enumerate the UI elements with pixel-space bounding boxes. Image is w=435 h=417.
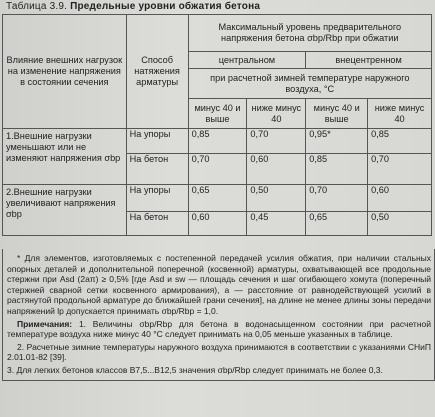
- table-cell: 0,50: [247, 185, 306, 212]
- table-caption: Предельные уровни обжатия бетона: [70, 1, 261, 12]
- prestress-table: [2, 14, 432, 236]
- header-eccentric: внецентренном: [306, 52, 432, 69]
- footnote: * Для элементов, изготовляемых с постепенной передачей усилия обжатия, при наличии стальных опорных деталей и дополнительной поперечной (косвенной) арматуры, охватывающей все продольные стержни при Asd (2aπ) ≥ 0,5% [где Asd и sw — площадь сечения и шаг огибающего хомута (поперечный стержней сварной сетки косвенного армирования), a — расстояние от равнодействующей усилий в растянутой продольной арматуре до ближайшей грани сечения], на длине не менее длины зоны передачи напряжений lp допускается принимать σbp/Rbp = 1,0.: [7, 253, 431, 316]
- table-cell: 0,95*: [306, 129, 368, 154]
- table-cell: 0,65: [306, 212, 368, 236]
- temp-col-3: минус 40 и выше: [306, 99, 368, 129]
- note-2: 2. Расчетные зимние температуры наружного воздуха принимаются в соответствии с указаниями СНиП 2.01.01-82 [39].: [7, 341, 431, 363]
- header-max-stress: Максимальный уровень предварительного напряжения бетона σbp/Rbp при обжатии: [188, 15, 431, 52]
- table-cell: 0,85: [188, 129, 247, 154]
- table-cell: 0,60: [368, 185, 432, 212]
- table-cell: 0,85: [368, 129, 432, 154]
- table-cell: 0,60: [188, 212, 247, 236]
- header-influence: Влияние внешних нагрузок на изменение напряжения в состоянии сечения: [3, 15, 127, 129]
- notes-label: Примечания:: [17, 318, 73, 329]
- table-cell: 0,50: [368, 212, 432, 236]
- case-2-label: 2.Внешние нагрузки увеличивают напряжения σbp: [3, 185, 127, 236]
- table-cell: 0,65: [188, 185, 247, 212]
- header-temperature: при расчетной зимней температуре наружного воздуха, °С: [188, 69, 431, 99]
- note-1-text: 1. Величины σbp/Rbp для бетона в водонасыщенном состоянии при расчетной температуре воздуха ниже минус 40 °С следует принимать на 0,05 меньше указанных в таблице.: [7, 318, 431, 340]
- table-number: Таблица 3.9.: [6, 1, 68, 12]
- method-label: На упоры: [126, 129, 188, 154]
- table-cell: 0,45: [247, 212, 306, 236]
- temp-col-2: ниже минус 40: [247, 99, 306, 129]
- table-cell: 0,70: [188, 154, 247, 185]
- header-central: центральном: [188, 52, 306, 69]
- method-label: На бетон: [126, 212, 188, 236]
- temp-col-1: минус 40 и выше: [188, 99, 247, 129]
- note-1: [7, 319, 431, 340]
- table-cell: 0,70: [306, 185, 368, 212]
- table-cell: 0,70: [247, 129, 306, 154]
- temp-col-4: ниже минус 40: [368, 99, 432, 129]
- header-method: Способ натяжения арматуры: [126, 15, 188, 129]
- method-label: На бетон: [126, 154, 188, 185]
- table-cell: 0,60: [247, 154, 306, 185]
- table-notes: [2, 249, 435, 381]
- case-1-label: 1.Внешние нагрузки уменьшают или не изменяют напряжения σbp: [3, 129, 127, 185]
- table-cell: 0,85: [306, 154, 368, 185]
- method-label: На упоры: [126, 185, 188, 212]
- table-cell: 0,70: [368, 154, 432, 185]
- note-3: 3. Для легких бетонов классов В7,5...В12,5 значения σbp/Rbp следует принимать не более 0,3.: [7, 364, 383, 375]
- table-title: [6, 1, 260, 12]
